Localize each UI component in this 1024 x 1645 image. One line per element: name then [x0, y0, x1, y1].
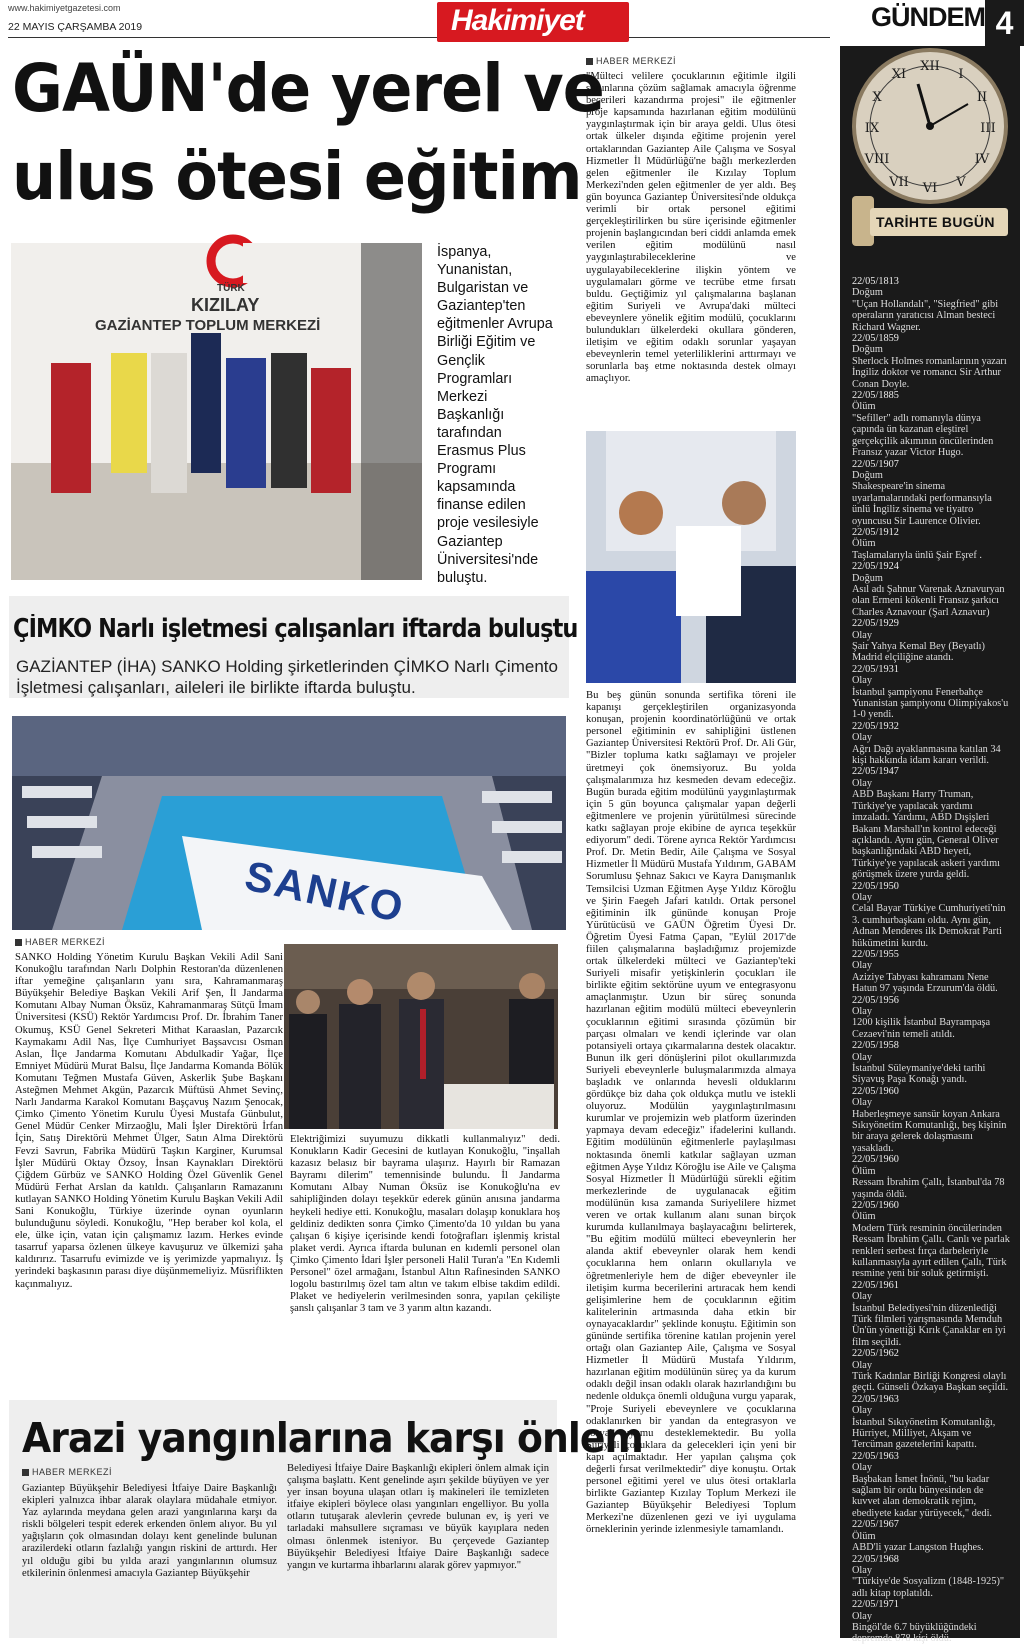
tarihte-entry: [852, 1599, 1012, 1645]
story3-body-a: Gaziantep Büyükşehir Belediyesi İtfaiye Daire Başkanlığı ekipleri yalnızca ihbar alarak olaylara müdahale etmiyor. Yaz aylarında meydana gelen arazi yangınlarına karşı da riskli bölgeleri tespit ederek erkenden önlem alıyor. Bu yıl yağışların çok olmasından dolayı kent genelinde bulunan arazilerdeki otların fazlalığı yangın riskini de arttırdı. Her yıl olduğu gibi bu yılda arazi yangınlarının olumsuz etkilerinin önlenmesi amacıyla Gaziantep Büyükşehir: [22, 1483, 277, 1579]
tarihte-entry-text: ABD'li yazar Langston Hughes.: [852, 1542, 984, 1554]
tarihte-entry: [852, 721, 1012, 767]
tarihte-entry-type: Olay: [852, 1291, 873, 1303]
tarihte-entry: [852, 618, 1012, 664]
tarihte-entry: [852, 1086, 1012, 1154]
page-number: 4: [995, 5, 1014, 41]
svg-text:III: III: [980, 121, 996, 136]
svg-text:II: II: [976, 90, 988, 105]
tarihte-entry: [852, 1280, 1012, 1348]
tarihte-entry-date: 22/05/1960: [852, 1085, 899, 1097]
svg-text:VII: VII: [889, 175, 909, 190]
tarihte-entry: [852, 561, 1012, 618]
tarihte-entry: [852, 1394, 1012, 1451]
tarihte-entry-date: 22/05/1912: [852, 526, 899, 538]
tarihte-entry-date: 22/05/1813: [852, 276, 899, 287]
svg-text:X: X: [872, 90, 882, 105]
tarihte-entry-type: Doğum: [852, 344, 883, 356]
tarihte-entry-text: Modern Türk resminin öncülerinden Ressam İbrahim Çallı. Canlı ve parlak renkleri serbest fırça darbeleriyle kullanmasıyla ayırt edilen Çallı, Türk resmine yeni bir soluk getirmişti.: [852, 1222, 1010, 1280]
tarihte-entry-type: Olay: [852, 1405, 873, 1417]
tarihte-entry-type: Olay: [852, 1462, 873, 1474]
story1-body-b: Bu beş günün sonunda sertifika töreni ile kapanışı gerçekleştirilen organizasyonda konuşan, projenin koordinatörlüğünü ve ortak personel eğitiminin ev sahipliğini üstlenen Gaziantep Üniversitesi Rektörü Prof. Dr. Ali Gür, "Bizler topluma katkı sağlamayı ve projeler üretmeyi çok önemsiyoruz. Bu yolda çalışmalarımıza hız kesmeden devam edeceğiz. Bugün burada eğitim modülünü yaygınlaştırmak için 5 gün boyunca çalışmalar yapan değerli eğitmenlere ve projenin yürütülmesi sürecinde katkı sağlayan proje ekibine de ayrıca teşekkür ediyorum" dedi. Törene ayrıca Rektör Yardımcısı Prof. Dr. Metin Bedir, Aile Çalışma ve Sosyal Hizmetler İl Müdürü Mustafa Yıldırım, GABAM Sorumlusu Şehnaz Sakıcı ve Kayra Danışmanlık Temsilcisi Uzman Eğitmen Ayşe Yıldız Köroğlu ve Şirin Faegeh Jafari katıldı. Ortak personel eğitiminin ilk gününde konuşan Proje Yürütücüsü ve GAÜN Öğretim Üyesi Dr. Öğretim Üyesi Fatma Çapan, "Eylül 2017'de fiilen çalışmalarına başladığımız projemizde ortak ülkelerdeki mülteci ve Gaziantep'teki Suriyeli misafir yetişkinlerin çocukları ile birlikte eğitim sektörüne uyum ve entegrasyonu amaçlanmıştır. Uzun bir süreç sonunda hazırlanan eğitim modülü mülteci ebeveynlerin çocuklarının eğitimi sırasında çözümün bir parçası olmaları ve kendi içlerinde var olan potansiyeli ortaya çıkarmalarına destek olacaktır. Bunun ilk geri dönüşlerini pilot okullarımızda Suriyeli ebeveynlerle buluşmalarımızda almaya başladık ve onlarında hevesli olduklarını gördükçe biz daha çok oldukça mutlu ve istekli oluyoruz. Modülün yaygınlaştırılmasını kurumlar ve projemizin web platform üzerinden yapmaya devam edeceğiz" ifadelerini kullandı. Eğitim modülünün eğitmenlerle paylaşılması noktasında önemli katkılar sağlayan uzman eğitmen Ayşe Yıldız Köroğlu ise Aile ve Çalışma Sosyal Hizmetler İl Müdürlüğü sürekli eğitim merkezlerinde de uygulanacak eğitim modülünün kısa zamanda Suriyelilere hizmet veren ve ortak kullanım alanı sunan birçok kurumda kullanılmaya başlayacağını belirterek, "Bu eğitim modülü mülteci ebeveynlerin her alanda aktif ebeveynler olarak hem kendi çocuklarına hem onların okullarıyla ve öğretmenleriyle hem de diğer ebeveynler ile iletişim kurma becerilerini artıracak hem kendi gelişimlerine hem de çocuklarının eğitim kalitelerinin artmasında daha etkin bir oynayacaklardır" şeklinde konuştu. Eğitimin son gününde sertifika törenine katılan projenin yerel ortağı olan Gaziantep Aile, Çalışma ve Sosyal Hizmetler İl Müdürü Mustafa Yıldırım, hazırlanan eğitim modülünün süreç ya da kurum odaklı değil insan odaklı olarak hazırlandığını bu nedenle oldukça önemli olduğuna vurgu yaparak, "Proje Suriyeli ebeveynlere ve çocuklarına odaklanırken bir yandan da entegrasyon ve sosyal uyumu desteklemektedir. Bu yolla Suriyeli çocuklara da gelecekleri için yeni bir kapı açılmaktadır. Her yapılan çalışma çok değerli fırsat verilmektedir" diye konuştu. Ortak personel eğitimi yerel ve ulus ötesi ortaklarla birlikte Gaziantep Kızılay Toplum Merkezi ile Gaziantep Büyükşehir Belediyesi Toplum Merkezi'ne düzenlenen gezi ve iyi uygulama örneklerinin yerinde izlenmesiyle tamamlandı.: [586, 690, 796, 1536]
tarihte-entry-text: Shakespeare'in sinema uyarlamalarındaki performansıyla ünlü İngiliz sinema ve tiyatro oyuncusu Sir Laurence Olivier.: [852, 481, 992, 527]
story2-photo-banner-text: SANKO: [240, 851, 409, 932]
tarihte-entry-date: 22/05/1960: [852, 1199, 899, 1211]
tarihte-entry-date: 22/05/1931: [852, 663, 899, 675]
tarihte-entry-date: 22/05/1968: [852, 1553, 899, 1565]
tarihte-entry-type: Doğum: [852, 287, 883, 299]
tarihte-entry-date: 22/05/1907: [852, 458, 899, 470]
story2-deck: [16, 656, 561, 698]
tarihte-entry-type: Olay: [852, 675, 873, 687]
tarihte-entry-text: İstanbul Süleymaniye'deki tarihi Siyavuş Paşa Konağı yandı.: [852, 1063, 986, 1086]
tarihte-entry-type: Ölüm: [852, 1165, 876, 1177]
story2-photo-2-scene: [284, 944, 558, 1129]
site-url[interactable]: www.hakimiyetgazetesi.com: [8, 3, 121, 13]
tarihte-entry-type: Olay: [852, 777, 873, 789]
tarihte-entry-type: Olay: [852, 1051, 873, 1063]
svg-text:VI: VI: [922, 181, 938, 196]
story1-side-text-body: İspanya, Yunanistan, Bulgaristan ve Gaziantep'ten eğitmenler Avrupa Birliği Eğitim ve Gençlik Programları Merkezi Başkanlığı tarafından Erasmus Plus Programı kapsamında finanse edilen proje vesilesiyle Gaziantep Üniversitesi'nde buluştu.: [437, 244, 553, 586]
tarihte-entry-text: Türk Kadınlar Birliği Kongresi olaylı geçti. Günseli Özkaya Başkan seçildi.: [852, 1371, 1009, 1394]
tarihte-entry-date: 22/05/1924: [852, 561, 899, 573]
tarihte-entry-date: 22/05/1955: [852, 948, 899, 960]
tarihte-entry-date: 22/05/1961: [852, 1279, 899, 1291]
svg-text:XI: XI: [891, 67, 907, 82]
clock-icon: [840, 46, 1020, 276]
tarihte-entry: [852, 1200, 1012, 1280]
tarihte-entry: [852, 1519, 1012, 1553]
tarihte-entry-date: 22/05/1929: [852, 618, 899, 630]
tarihte-entry-text: "Sefiller" adlı romanıyla dünya çapında ün kazanan eleştirel gerçekçilik akımının öncülerinden Fransız yazar Victor Hugo.: [852, 412, 994, 459]
tarihte-entry-text: Başbakan İsmet İnönü, "bu kadar sağlam bir ordu bünyesinden de kuvvet alan demokratik rejim, ebediyete kadar yürüyecek," dedi.: [852, 1473, 992, 1519]
tarihte-entry-type: Olay: [852, 1564, 873, 1576]
story3-body-b: Belediyesi İtfaiye Daire Başkanlığı ekipleri önlem almak için çalışma başlattı. Kent genelinde aşırı şekilde büyüyen ve yer yer insan boyuna ulaşan otları iş makineleri ile temizleten itfaiye ekipleri böylece olası yangınları engelliyor. Bu yolla otların tutuşarak alevlerin çevrede bulunan ev, iş yeri ve tarladaki mahsullere sıçraması ve büyük kayıplara neden olması önlenmek isteniyor. Bu çerçevede Gaziantep Büyükşehir Belediyesi İtfaiye Daire Başkanlığı sadece yangın ve kurtarma ihbarlarını alarak görev yapmıyor.": [287, 1463, 549, 1571]
header-rule: [8, 37, 830, 38]
tarihte-entry: [852, 1451, 1012, 1519]
photo-sign-center: GAZİANTEP TOPLUM MERKEZİ: [95, 317, 321, 334]
tarihte-entry-type: Olay: [852, 629, 873, 641]
story1-photo: [11, 243, 422, 580]
svg-text:XII: XII: [920, 59, 940, 74]
tarihte-entry: [852, 766, 1012, 880]
tarihte-entry: [852, 881, 1012, 949]
story1-photo-2: [586, 431, 796, 683]
page-number-box: [985, 0, 1024, 46]
tarihte-entry-type: Olay: [852, 1359, 873, 1371]
tarihte-list: [852, 276, 1012, 1645]
tarihte-entry-type: Olay: [852, 1610, 873, 1622]
tarihte-entry-date: 22/05/1971: [852, 1599, 899, 1611]
tarihte-entry: [852, 1348, 1012, 1394]
tarihte-entry-text: Şair Yahya Kemal Bey (Beyatlı) Madrid elçiliğine atandı.: [852, 641, 985, 664]
tarihte-entry-type: Olay: [852, 960, 873, 972]
tarihte-entry-date: 22/05/1956: [852, 994, 899, 1006]
story3-headline: Arazi yangınlarına karşı önlem: [22, 1414, 643, 1462]
svg-text:IV: IV: [974, 152, 990, 167]
tarihte-entry-date: 22/05/1947: [852, 766, 899, 778]
tarihte-entry-type: Ölüm: [852, 401, 876, 413]
tarihte-entry-type: Olay: [852, 1006, 873, 1017]
section-title: GÜNDEM: [871, 2, 985, 32]
tarihte-entry-type: Ölüm: [852, 1211, 876, 1223]
tarihte-entry-text: Asıl adı Şahnur Varenak Aznavuryan olan Ermeni kökenli Fransız şarkıcı Charles Aznavour (Şarl Aznavur): [852, 583, 1005, 618]
photo-sign-kizilay: KIZILAY: [191, 295, 260, 315]
tarihte-entry-date: 22/05/1958: [852, 1040, 899, 1052]
tarihte-entry-type: Olay: [852, 732, 873, 744]
svg-text:IX: IX: [864, 121, 880, 136]
tarihte-entry-date: 22/05/1963: [852, 1393, 899, 1405]
tarihte-entry-text: Ressam İbrahim Çallı, İstanbul'da 78 yaşında öldü.: [852, 1177, 1005, 1200]
tarihte-entry-text: İstanbul şampiyonu Fenerbahçe Yunanistan şampiyonu Olimpiyakos'u 1-0 yendi.: [852, 686, 1009, 721]
story2-byline: HABER MERKEZİ: [15, 937, 105, 947]
tarihte-entry-type: Ölüm: [852, 1530, 876, 1542]
tarihte-entry-type: Olay: [852, 891, 873, 903]
tarihte-entry: [852, 527, 1012, 561]
tarihte-entry: [852, 995, 1012, 1041]
tarihte-entry: [852, 276, 1012, 333]
tarihte-entry-text: Taşlamalarıyla ünlü Şair Eşref .: [852, 549, 982, 561]
story1-photo-2-scene: [586, 431, 796, 683]
tarihte-entry-date: 22/05/1962: [852, 1348, 899, 1360]
tarihte-entry: [852, 949, 1012, 995]
tarihte-entry-text: "Türkiye'de Sosyalizm (1848-1925)" adlı kitap toplatıldı.: [852, 1576, 1005, 1599]
tarihte-entry-text: "Uçan Hollandalı", "Siegfried" gibi operaların yaratıcısı Alman besteci Richard Wagner.: [852, 298, 999, 333]
tarihte-entry: [852, 333, 1012, 390]
tarihte-entry-type: Olay: [852, 1097, 873, 1109]
tarihte-entry-date: 22/05/1950: [852, 880, 899, 892]
story1-byline: HABER MERKEZİ: [586, 56, 676, 66]
story2-body-b: Elektriğimizi suyumuzu dikkatli kullanmalıyız" dedi. Konukların Kadir Gecesini de kutlayan Konukoğlu, "inşallah kazasız belasız bir bayrama ulaşırız. Hayırlı bir Ramazan Bayramı dilerim" temennisinde bulundu. İl Jandarma Komutanı Albay Numan Öksüz ise Konukoğlu'na ev sahipliğinden dolayı teşekkür ederek günün anısına jandarma heykeli hediye etti. Konukoğlu, masaları dolaşıp konuklara hoş geldiniz dedikten sonra Çimko Çimento'da 10 yıldan bu yana çalışan 6 kişiye içerisinde kendi fotoğrafları işlenmiş kristal plaket verdi. Ayrıca iftarda bulunan en kıdemli personel olan Çimko Çimento İdari İşler personeli Halil Turan'a "En Kıdemli Personel" özel armağanı, İstanbul Altın Rafinesinden SANKO logolu bastırılmış özel tam altın ve takım elbise takdim edildi. Plaket ve hediyelerin verilmesinden sonra, yapılan çekilişte şanslı çalışanlar 3 tam ve 3 yarım altın kazandı.: [290, 1134, 560, 1315]
logo-text: Hakimiyet: [451, 4, 584, 37]
photo-sign-turk: TÜRK: [217, 283, 245, 294]
tarihte-entry-date: 22/05/1960: [852, 1154, 899, 1166]
story2-deck-text: GAZİANTEP (İHA) SANKO Holding şirketlerinden ÇİMKO Narlı Çimento İşletmesi çalışanları, aileleri ile birlikte iftarda buluştu.: [16, 657, 558, 697]
tarihte-entry-text: Haberleşmeye sansür koyan Ankara Sıkıyönetim Komutanlığı, beş kişinin bir araya gelerek dolaşmasını yasakladı.: [852, 1108, 1007, 1154]
story1-headline-line1: GAÜN'de yerel ve: [12, 50, 604, 127]
story2-photo-2: [284, 944, 558, 1129]
tarihte-entry-type: Doğum: [852, 469, 883, 481]
tarihte-entry-type: Doğum: [852, 572, 883, 584]
tarihte-entry-text: Aziziye Tabyası kahramanı Nene Hatun 97 yaşında Erzurum'da öldü.: [852, 971, 998, 995]
tarihte-bugun-title: TARİHTE BUGÜN: [876, 214, 995, 230]
tarihte-entry: [852, 1554, 1012, 1600]
story1-side-text: [437, 243, 557, 587]
story1-body-a: "Mülteci velilere çocuklarının eğitimle ilgili sorunlarına çözüm sağlamak amacıyla öğrenme becerileri kazandırma projesi" ile eğitmenler proje kapsamında hazırlanan eğitim modülünü yaygınlaştırmak için bir araya geldi. Ulus ötesi ortak ülkeler dışında eğitime projenin yerel ortaklarından Gaziantep Aile Çalışma ve Sosyal Hizmetler İl Müdürlüğü'ne bağlı merkezlerden gelen eğitmenler ile Kızılay Toplum Merkezi'nden gelen eğitmenler de yer aldı. Beş gün boyunca Gaziantep Üniversitesi'nde oldukça verimli bir ortak personel eğitimi gerçekleştirilirken bu süre içerisinde eğitmenler projenin başlangıcından beri ciddi anlamda emek verilen eğitim modülünü nasıl yaygınlaştırabileceklerine ve uygulayabileceklerine ilişkin yöntem ve uygulamaları görme ve tecrübe etme fırsatı buldu. Geçtiğimiz yıl çalışmalarına başlanan eğitim Suriyeli ve Avrupa'daki mülteci ebeveynlere yönelik eğitim modülü, çocuklarını bulundukları ülkelerdeki okullara gönderen, iletişim ve eğitim odaklı sorunlar yaşayan ebeveynlerin temel yeterliliklerini arttırmayı ve sorunlarla baş etme noktasında destek olmayı amaçlıyor.: [586, 71, 796, 385]
story1-headline-line2: ulus ötesi eğitim: [12, 138, 582, 215]
tarihte-entry-text: İstanbul Belediyesi'nin düzenlediği Türk filmleri yarışmasında Memduh Ün'ün yönettiği Kırık Çanaklar en iyi film seçildi.: [852, 1302, 1006, 1348]
tarihte-entry-text: Celal Bayar Türkiye Cumhuriyeti'nin 3. cumhurbaşkanı oldu. Aynı gün, Adnan Menderes ilk Demokrat Parti hükümetini kurdu.: [852, 903, 1006, 949]
tarihte-entry: [852, 1154, 1012, 1200]
issue-date: 22 MAYIS ÇARŞAMBA 2019: [8, 21, 143, 33]
tarihte-entry: [852, 390, 1012, 458]
tarihte-entry-text: Sherlock Holmes romanlarının yazarı İngiliz doktor ve romancı Sir Arthur Conan Doyle.: [852, 355, 1007, 390]
story2-photo: [12, 716, 566, 930]
tarihte-entry-date: 22/05/1859: [852, 333, 899, 345]
tarihte-entry-date: 22/05/1932: [852, 720, 899, 732]
tarihte-entry-text: İstanbul Sıkıyönetim Komutanlığı, Hürriyet, Milliyet, Akşam ve Tercüman gazetelerini kapattı.: [852, 1416, 996, 1451]
tarihte-entry: [852, 459, 1012, 527]
tarihte-entry-date: 22/05/1885: [852, 390, 899, 402]
svg-text:VIII: VIII: [864, 152, 890, 167]
tarihte-entry-date: 22/05/1963: [852, 1450, 899, 1462]
tarihte-bugun-column: [840, 46, 1020, 1645]
story2-headline: ÇİMKO Narlı işletmesi çalışanları iftarda buluştu: [13, 614, 578, 644]
svg-text:V: V: [956, 175, 966, 190]
tarihte-entry-date: 22/05/1967: [852, 1519, 899, 1531]
svg-text:I: I: [958, 67, 964, 82]
tarihte-entry: [852, 664, 1012, 721]
tarihte-entry-text: ABD Başkanı Harry Truman, Türkiye'ye yapılacak yardımı imzaladı. Yardımı, ABD Dışişleri Bakanı Marshall'ın kontrol edeceği açıklandı. Aynı gün, General Oliver başkanlığındaki ABD heyeti, Türkiye'ye yapılacak askeri yardımı görüşmek üzere yurda geldi.: [852, 789, 1000, 881]
tarihte-entry-type: Ölüm: [852, 538, 876, 550]
tarihte-entry-text: 1200 kişilik İstanbul Bayrampaşa Cezaevi'nin temeli atıldı.: [852, 1017, 991, 1040]
logo: [437, 2, 629, 42]
tarihte-entry-text: Ağrı Dağı ayaklanmasına katılan 34 kişi hakkında idam kararı verildi.: [852, 743, 1001, 767]
tarihte-entry-text: Bingöl'de 6.7 büyüklüğündeki depremde 878 kişi öldü.: [852, 1621, 977, 1645]
tarihte-entry: [852, 1040, 1012, 1086]
story3-byline: HABER MERKEZİ: [22, 1467, 112, 1477]
story2-body-a: SANKO Holding Yönetim Kurulu Başkan Vekili Adil Sani Konukoğlu tarafından Narlı Dolphin Restoran'da düzenlenen iftar yemeğine çalışanların yanı sıra, Kahramanmaraş Büyükşehir Belediye Başkan Vekili Arif Şen, İl Jandarma Komutanı Albay Numan Öksüz, Kahramanmaraş Sütçü İmam Üniversitesi (KSÜ) Rektör Yardımcısı Prof. Dr. İbrahim Taner Okumuş, KSÜ Genel Sekreteri Mithat Karaaslan, Pazarcık Kaymakamı Adil Nas, İlçe Cumhuriyet Başsavcısı Osman Aslan, İlçe Jandarma Komutanı Abdulkadir Yağar, İlçe Emniyet Müdürü Murat Balsu, İlçe Jandarma Komanda Bölük Komutanı Teğmen Mustafa Güven, Askerlik Şube Başkanı Asteğmen Mehmet Akgün, Pazarcık Müftüsü Ahmet Sevinç, Narlı Jandarma Karakol Komutanı Başçavuş Nazım Şenocak, Çimko Çimento Yönetim Kurulu Üyesi Mustafa Günbulut, Genel Müdür Cenker Mirzaoğlu, Mali İşler Direktörü İrfan İçin, Satış Direktörü Mehmet Ülger, Satın Alma Direktörü Fevzi Savrun, Fabrika Müdürü Taşkın Karginer, Kurumsal İşler Müdürü Oktay Özsoy, İnsan Kaynakları Direktörü Çiğdem Gürbüz ve SANKO Holding Özel Güvenlik Genel Müdürü Ferhat Arslan da katıldı. Çalışanların Ramazanını kutlayan SANKO Holding Yönetim Kurulu Başkan Vekili Adil Sani Konukoğlu, Türkiye üzerinde oynan oyunların bulunduğunu söyledi. Konukoğlu, "Hep beraber kol kola, el ele, ülke için, vatan için çalışmamız lazım. Herkes evinde tasarruf yaparsa özlenen ülkeye kavuşuruz ve ülkemizi şaha kaldırırız. Tasarrufu evimizde ve iş yerimizde yapmalıyız. İş yerindeki başkasının parası diye düşünmemeliyiz. Müsriflikten kaçınmalıyız.: [15, 952, 283, 1290]
